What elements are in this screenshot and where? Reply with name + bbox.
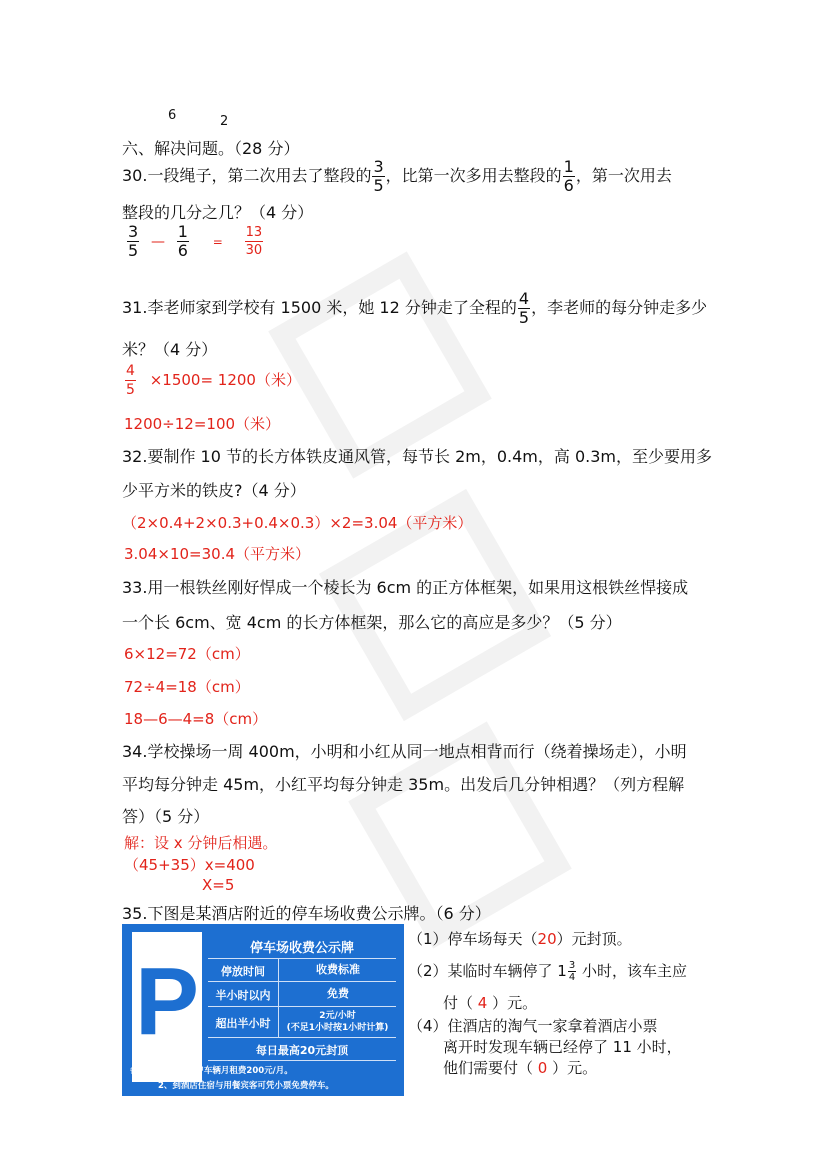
q33-answer-1: 6×12=72（cm） — [124, 645, 250, 663]
q35-line1: 35.下图是某酒店附近的停车场收费公示牌。（6 分） — [122, 904, 491, 923]
sign-title-row — [208, 932, 396, 959]
q30-answer: $\frac{3}{5}$ — $\frac{1}{6}$ = $\frac{13}{30}$ — [128, 222, 263, 260]
q34-answer-2: （45+35）x=400 — [124, 856, 255, 874]
top-fragment-6: 6 — [168, 108, 177, 123]
q35-sub4-answer: 0 — [537, 1059, 548, 1077]
q32-line2: 少平方米的铁皮?（4 分） — [122, 481, 306, 500]
section-title: 六、解决问题。（28 分） — [122, 139, 300, 158]
q31-line2: 米？（4 分） — [122, 340, 218, 359]
q35-sub4-line1: （4）住酒店的淘气一家拿着酒店小票 — [408, 1017, 658, 1035]
sign-note-2: 2、到酒店住宿与用餐宾客可凭小票免费停车。 — [158, 1081, 334, 1091]
sign-r1c1: 半小时以内 — [215, 989, 271, 1002]
q33-line1: 33.用一根铁丝刚好悍成一个棱长为 6cm 的正方体框架，如果用这根铁丝悍接成 — [122, 578, 689, 597]
sign-title: 停车场收费公示牌 — [249, 941, 354, 956]
q34-line1: 34.学校操场一周 400m，小明和小红从同一地点相背而行（绕着操场走），小明 — [122, 742, 687, 761]
q31-answer-1: $\frac{4}{5}$ ×1500= 1200（米） — [126, 363, 301, 398]
q31-answer-2: 1200÷12=100（米） — [124, 415, 281, 433]
q35-sub4-line3: 他们需要付（ 0 ）元。 — [443, 1059, 598, 1077]
q30-ans-frac-3-5: $\frac{3}{5}$ — [128, 222, 139, 260]
q32-line1: 32.要制作 10 节的长方体铁皮通风管，每节长 2m，0.4m，高 0.3m，至少要用多 — [122, 447, 712, 466]
q35-sub2-answer: 4 — [477, 994, 488, 1012]
q30-frac-1-6: $\frac{1}{6}$ — [563, 157, 574, 195]
q34-answer-1: 解：设 x 分钟后相遇。 — [124, 834, 278, 852]
q35-sub2-frac-3-4: $\frac{3}{4}$ — [568, 960, 576, 983]
q30-ans-frac-1-6: $\frac{1}{6}$ — [177, 222, 188, 260]
sign-row-2 — [208, 1007, 396, 1038]
top-fragment-2: 2 — [220, 114, 229, 129]
q35-sub1: （1）停车场每天（20）元封顶。 — [408, 930, 632, 948]
q33-line2: 一个长 6cm、宽 4cm 的长方体框架，那么它的高应是多少？（5 分） — [122, 613, 622, 632]
q34-answer-3: X=5 — [202, 876, 235, 894]
q35-sub2-line2: 付（ 4 ）元。 — [443, 994, 538, 1012]
q31-line1: 31.李老师家到学校有 1500 米，她 12 分钟走了全程的 $\frac{4}{5}$ ，李老师的每分钟走多少 — [122, 289, 708, 327]
parking-fee-sign — [122, 924, 404, 1096]
q32-answer-2: 3.04×10=30.4（平方米） — [124, 545, 311, 563]
sign-r2c2: 2元/小时 (不足1小时按1小时计算) — [278, 1007, 396, 1037]
sign-r1c2: 免费 — [278, 982, 397, 1006]
q30-frac-3-5: $\frac{3}{5}$ — [373, 157, 384, 195]
q33-answer-3: 18—6—4=8（cm） — [124, 710, 268, 728]
q30-ans-result: $\frac{13}{30}$ — [245, 225, 263, 258]
q32-answer-1: （2×0.4+2×0.3+0.4×0.3）×2=3.04（平方米） — [122, 514, 473, 532]
sign-r2c1: 超出半小时 — [215, 1017, 271, 1030]
q31-ans-frac-4-5: $\frac{4}{5}$ — [126, 363, 135, 398]
sign-col2-header: 收费标准 — [278, 959, 397, 981]
q35-sub2-line1: （2）某临时车辆停了 1 $\frac{3}{4}$ 小时，该车主应 — [408, 960, 688, 983]
q30-line1: 30.一段绳子，第二次用去了整段的 $\frac{3}{5}$ ，比第一次多用去整段的 $\frac{1}{6}$ ，第一次用去 — [122, 157, 672, 195]
q33-answer-2: 72÷4=18（cm） — [124, 678, 250, 696]
q35-sub1-answer: 20 — [537, 930, 557, 948]
sign-note-1: 备注：1、院内商户车辆月租费200元/月。 — [130, 1066, 293, 1076]
q35-sub4-line2: 离开时发现车辆已经停了 11 小时， — [443, 1038, 682, 1056]
sign-col1-header: 停放时间 — [221, 965, 265, 978]
q34-line2: 平均每分钟走 45m，小红平均每分钟走 35m。出发后几分钟相遇？（列方程解 — [122, 775, 685, 794]
parking-p-letter: P — [134, 948, 200, 1055]
sign-header-row — [208, 959, 396, 982]
parking-p-panel — [132, 932, 202, 1082]
sign-row-1 — [208, 982, 396, 1007]
q34-line3: 答）（5 分） — [122, 807, 210, 826]
sign-cap: 每日最高20元封顶 — [255, 1044, 349, 1057]
sign-cap-row — [208, 1038, 396, 1061]
q30-line2: 整段的几分之几？（4 分） — [122, 203, 314, 222]
q31-frac-4-5: $\frac{4}{5}$ — [518, 289, 530, 327]
